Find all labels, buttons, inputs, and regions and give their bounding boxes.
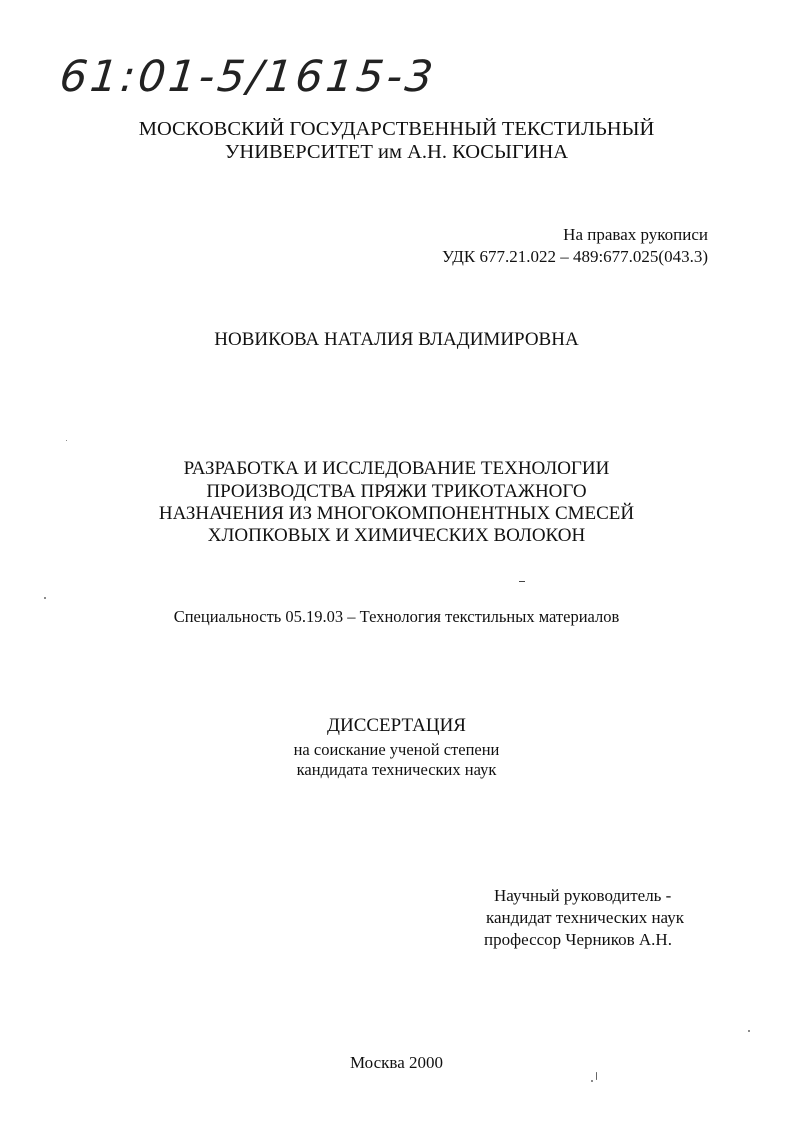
university-line-1: МОСКОВСКИЙ ГОСУДАРСТВЕННЫЙ ТЕКСТИЛЬНЫЙ — [138, 118, 655, 140]
city-year: Москва 2000 — [349, 1053, 444, 1072]
advisor-line-3: профессор Черников А.Н. — [484, 930, 672, 949]
dissertation-line-1: на соискание ученой степени — [293, 740, 500, 759]
university-line-2: УНИВЕРСИТЕТ им А.Н. КОСЫГИНА — [224, 141, 569, 163]
dissertation-heading: ДИССЕРТАЦИЯ — [327, 715, 466, 736]
advisor-line-2: кандидат технических наук — [486, 908, 684, 927]
title-line-4: ХЛОПКОВЫХ И ХИМИЧЕСКИХ ВОЛОКОН — [207, 525, 586, 546]
advisor-line-1: Научный руководитель - — [494, 886, 672, 905]
scan-speck — [596, 1072, 597, 1080]
scan-speck — [66, 440, 67, 441]
scan-speck — [748, 1030, 750, 1032]
title-line-1: РАЗРАБОТКА И ИССЛЕДОВАНИЕ ТЕХНОЛОГИИ — [183, 458, 610, 479]
rights-label: На правах рукописи — [563, 225, 708, 244]
scan-mark — [519, 581, 525, 582]
udk-code: УДК 677.21.022 – 489:677.025(043.3) — [441, 247, 708, 266]
scan-speck — [44, 597, 46, 599]
advisor-block — [484, 885, 684, 951]
title-line-3: НАЗНАЧЕНИЯ ИЗ МНОГОКОМПОНЕНТНЫХ СМЕСЕЙ — [158, 503, 635, 524]
scan-speck — [591, 1080, 593, 1082]
handwritten-catalog-code: 61:01-5/1615-3 — [57, 52, 439, 102]
specialty: Специальность 05.19.03 – Технология текстильных материалов — [173, 607, 620, 626]
rights-block — [442, 224, 708, 268]
author-name: НОВИКОВА НАТАЛИЯ ВЛАДИМИРОВНА — [214, 329, 579, 350]
dissertation-line-2: кандидата технических наук — [296, 760, 497, 779]
title-line-2: ПРОИЗВОДСТВА ПРЯЖИ ТРИКОТАЖНОГО — [206, 481, 587, 502]
